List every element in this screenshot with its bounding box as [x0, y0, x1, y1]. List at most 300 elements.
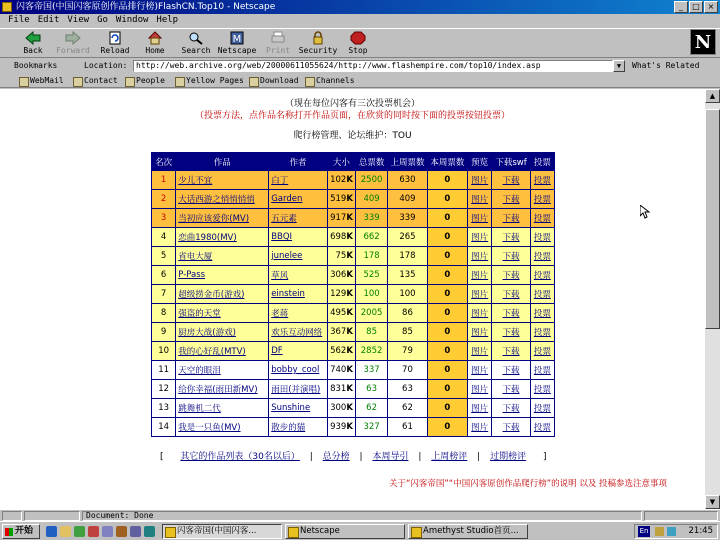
- table-row: [152, 399, 555, 418]
- rank-cell: 14: [152, 418, 176, 437]
- size-cell: 300K: [327, 399, 355, 418]
- author-cell-link[interactable]: einstein: [271, 289, 305, 299]
- preview-cell[interactable]: [468, 266, 492, 285]
- preview-cell[interactable]: [468, 380, 492, 399]
- link-past-reviews[interactable]: 过期榜评: [490, 452, 527, 462]
- vertical-scrollbar[interactable]: [705, 89, 720, 509]
- stop-button[interactable]: Stop: [338, 30, 378, 58]
- author-cell-link[interactable]: Sunshine: [271, 403, 311, 413]
- download-cell-link[interactable]: 下载: [502, 176, 520, 186]
- reload-button[interactable]: Reload: [95, 30, 135, 58]
- download-cell-link[interactable]: 下载: [502, 233, 520, 243]
- size-unit: K: [346, 422, 353, 432]
- vote-cell-link[interactable]: 投票: [533, 271, 551, 281]
- size-unit: K: [346, 403, 353, 413]
- download-cell-link[interactable]: 下载: [502, 195, 520, 205]
- download-cell[interactable]: [492, 399, 530, 418]
- rank-cell: 10: [152, 342, 176, 361]
- work-title-cell-link[interactable]: 省电大厦: [178, 252, 213, 262]
- windows-taskbar: [0, 521, 720, 540]
- last-week-votes-cell: 62: [388, 399, 427, 418]
- table-row: [152, 209, 555, 228]
- size-unit: K: [346, 327, 353, 337]
- author-cell-link[interactable]: 散步的猫: [271, 423, 306, 433]
- size-unit: K: [346, 308, 353, 318]
- status-text: Document: Done: [82, 511, 642, 521]
- total-votes-cell: 63: [355, 380, 387, 399]
- url-input[interactable]: http://web.archive.org/web/20000611055624/http://www.flashempire.com/top10/index.asp: [133, 60, 613, 72]
- vote-cell-link[interactable]: 投票: [533, 252, 551, 262]
- menu-file[interactable]: File: [8, 15, 30, 25]
- about-link[interactable]: 关于“闪客帝国”“中国闪客原创作品爬行榜”的说明 以及 投稿参选注意事项: [389, 479, 668, 489]
- reload-icon: [107, 31, 123, 45]
- download-cell[interactable]: [492, 209, 530, 228]
- vote-cell-link[interactable]: 投票: [533, 385, 551, 395]
- channels-quicklaunch-icon[interactable]: [102, 526, 113, 537]
- work-title-cell-link[interactable]: 强盗的天堂: [178, 309, 221, 319]
- work-title-cell[interactable]: [176, 399, 269, 418]
- preview-cell-link[interactable]: 图片: [471, 290, 489, 300]
- author-cell[interactable]: [269, 323, 328, 342]
- table-row: [152, 171, 555, 190]
- preview-cell[interactable]: [468, 418, 492, 437]
- vote-cell-link[interactable]: 投票: [533, 423, 551, 433]
- work-title-cell-link[interactable]: 超级捞金币(游戏): [178, 290, 245, 300]
- size-cell: 831K: [327, 380, 355, 399]
- preview-cell[interactable]: [468, 190, 492, 209]
- preview-cell[interactable]: [468, 285, 492, 304]
- link-separator: |: [309, 452, 313, 462]
- personal-download[interactable]: Download: [248, 75, 299, 87]
- status-progress: [24, 511, 80, 521]
- app-quicklaunch-icon[interactable]: [116, 526, 127, 537]
- preview-cell[interactable]: [468, 399, 492, 418]
- vote-cell[interactable]: [530, 304, 554, 323]
- scroll-down-icon[interactable]: ▼: [705, 495, 720, 509]
- download-cell-link[interactable]: 下载: [502, 385, 520, 395]
- work-title-cell[interactable]: [176, 247, 269, 266]
- vote-cell-link[interactable]: 投票: [533, 233, 551, 243]
- this-week-votes-cell: 0: [427, 361, 467, 380]
- author-cell-link[interactable]: Garden: [271, 194, 303, 204]
- window-controls: [674, 1, 718, 13]
- close-button[interactable]: ×: [704, 1, 718, 13]
- bookmarks-button[interactable]: Bookmarks: [14, 61, 58, 70]
- rank-cell: 12: [152, 380, 176, 399]
- vote-cell-link[interactable]: 投票: [533, 328, 551, 338]
- header-title: 作品: [176, 153, 269, 171]
- header-preview: 预览: [468, 153, 492, 171]
- app3-quicklaunch-icon[interactable]: [144, 526, 155, 537]
- status-bar: [0, 509, 720, 521]
- preview-cell-link[interactable]: 图片: [471, 328, 489, 338]
- preview-cell[interactable]: [468, 209, 492, 228]
- preview-cell-link[interactable]: 图片: [471, 309, 489, 319]
- bottom-links: [160, 449, 546, 462]
- this-week-votes-cell: 0: [427, 209, 467, 228]
- author-cell[interactable]: [269, 418, 328, 437]
- size-unit: K: [346, 194, 353, 204]
- table-header-row: [152, 153, 555, 171]
- size-unit: K: [346, 289, 353, 299]
- download-cell-link[interactable]: 下载: [502, 309, 520, 319]
- preview-cell-link[interactable]: 图片: [471, 233, 489, 243]
- vote-cell[interactable]: [530, 171, 554, 190]
- download-cell[interactable]: [492, 342, 530, 361]
- task-amethyst[interactable]: Amethyst Studio首页...: [408, 524, 528, 539]
- vote-cell[interactable]: [530, 228, 554, 247]
- work-title-cell-link[interactable]: 厨房大战(游戏): [178, 328, 236, 338]
- download-cell[interactable]: [492, 228, 530, 247]
- netscape-logo[interactable]: N: [690, 29, 716, 55]
- size-cell: 129K: [327, 285, 355, 304]
- preview-cell[interactable]: [468, 361, 492, 380]
- link-week-guide[interactable]: 本周导引: [372, 452, 409, 462]
- link-last-week-review[interactable]: 上周榜评: [431, 452, 468, 462]
- personal-people[interactable]: People: [124, 75, 165, 87]
- size-cell: 75K: [327, 247, 355, 266]
- author-cell[interactable]: [269, 228, 328, 247]
- work-title-cell-link[interactable]: 天空的眼泪: [178, 366, 221, 376]
- menu-view[interactable]: View: [67, 15, 90, 25]
- table-row: [152, 380, 555, 399]
- rank-cell: 3: [152, 209, 176, 228]
- author-cell-link[interactable]: 白丁: [271, 176, 289, 186]
- preview-cell-link[interactable]: 图片: [471, 347, 489, 357]
- link-separator: |: [359, 452, 363, 462]
- maximize-button[interactable]: □: [689, 1, 703, 13]
- this-week-votes-cell: 0: [427, 380, 467, 399]
- home-icon: [147, 31, 163, 45]
- svg-text:M: M: [232, 34, 242, 45]
- preview-cell-link[interactable]: 图片: [471, 195, 489, 205]
- size-cell: 495K: [327, 304, 355, 323]
- vote-method-note: （投票方法，点作品名称打开作品页面，在欣赏的同时按下面的投票按钮投票）: [194, 111, 510, 121]
- download-cell[interactable]: [492, 247, 530, 266]
- preview-cell-link[interactable]: 图片: [471, 176, 489, 186]
- this-week-votes-cell: 0: [427, 418, 467, 437]
- last-week-votes-cell: 61: [388, 418, 427, 437]
- size-cell: 698K: [327, 228, 355, 247]
- print-icon: [270, 31, 286, 45]
- header-download: 下载swf: [492, 153, 530, 171]
- work-title-cell[interactable]: [176, 323, 269, 342]
- rank-cell: 9: [152, 323, 176, 342]
- this-week-votes-cell: 0: [427, 342, 467, 361]
- total-votes-cell: 2005: [355, 304, 387, 323]
- size-cell: 917K: [327, 209, 355, 228]
- menubar: [0, 14, 720, 27]
- personal-yellow-pages[interactable]: Yellow Pages: [174, 75, 244, 87]
- vote-cell-link[interactable]: 投票: [533, 214, 551, 224]
- vote-cell[interactable]: [530, 285, 554, 304]
- author-cell[interactable]: [269, 285, 328, 304]
- preview-cell-link[interactable]: 图片: [471, 423, 489, 433]
- table-row: [152, 342, 555, 361]
- search-icon: [188, 31, 204, 45]
- download-cell-link[interactable]: 下载: [502, 271, 520, 281]
- work-title-cell-link[interactable]: 少儿不宜: [178, 176, 213, 186]
- preview-cell[interactable]: [468, 171, 492, 190]
- table-row: [152, 190, 555, 209]
- download-cell[interactable]: [492, 361, 530, 380]
- header-this-week: 本周票数: [427, 153, 467, 171]
- work-title-cell-link[interactable]: 我的心好乱(MTV): [178, 347, 246, 357]
- author-cell-link[interactable]: bobby_cool: [271, 365, 320, 375]
- tray-app-icon[interactable]: [655, 527, 664, 536]
- vote-cell-link[interactable]: 投票: [533, 290, 551, 300]
- work-title-cell[interactable]: [176, 209, 269, 228]
- work-title-cell[interactable]: [176, 418, 269, 437]
- last-week-votes-cell: 86: [388, 304, 427, 323]
- download-cell[interactable]: [492, 190, 530, 209]
- vote-cell-link[interactable]: 投票: [533, 309, 551, 319]
- mouse-cursor-icon: [640, 205, 650, 219]
- scroll-thumb[interactable]: [705, 109, 720, 329]
- size-unit: K: [346, 213, 353, 223]
- work-title-cell[interactable]: [176, 228, 269, 247]
- page-content: [0, 89, 705, 509]
- link-separator: |: [418, 452, 422, 462]
- total-votes-cell: 62: [355, 399, 387, 418]
- author-cell-link[interactable]: 老蒋: [271, 309, 289, 319]
- location-bar: [0, 59, 720, 73]
- preview-cell-link[interactable]: 图片: [471, 366, 489, 376]
- work-title-cell[interactable]: [176, 171, 269, 190]
- outlook-quicklaunch-icon[interactable]: [60, 526, 71, 537]
- personal-contact[interactable]: Contact: [72, 75, 118, 87]
- work-title-cell[interactable]: [176, 380, 269, 399]
- back-button[interactable]: Back: [13, 30, 53, 58]
- work-title-cell-link[interactable]: P-Pass: [178, 270, 206, 280]
- download-cell[interactable]: [492, 266, 530, 285]
- window-title: 闪客帝国(中国闪客原创作品排行榜)FlashCN.Top10 - Netscape: [16, 2, 276, 12]
- status-component-bar[interactable]: [644, 511, 718, 521]
- download-cell-link[interactable]: 下载: [502, 366, 520, 376]
- author-cell[interactable]: [269, 380, 328, 399]
- total-votes-cell: 178: [355, 247, 387, 266]
- header-author: 作者: [269, 153, 328, 171]
- bracket-open: [: [160, 452, 164, 462]
- download-cell-link[interactable]: 下载: [502, 328, 520, 338]
- vote-cell-link[interactable]: 投票: [533, 195, 551, 205]
- download-cell[interactable]: [492, 285, 530, 304]
- author-cell[interactable]: [269, 209, 328, 228]
- link-separator: |: [477, 452, 481, 462]
- menu-help[interactable]: Help: [156, 15, 179, 25]
- rank-cell: 7: [152, 285, 176, 304]
- link-other-works[interactable]: 其它的作品列表（30名以后）: [180, 452, 300, 462]
- author-cell-link[interactable]: 雨田(并演唱): [271, 385, 321, 395]
- netscape-icon: [229, 31, 245, 45]
- tray-volume-icon[interactable]: [667, 527, 676, 536]
- table-row: [152, 361, 555, 380]
- work-title-cell[interactable]: [176, 361, 269, 380]
- url-dropdown-icon[interactable]: ▼: [613, 60, 625, 72]
- table-row: [152, 247, 555, 266]
- input-language-indicator[interactable]: En: [639, 527, 649, 535]
- forward-button[interactable]: Forward: [53, 30, 93, 58]
- total-votes-cell: 662: [355, 228, 387, 247]
- vote-cell[interactable]: [530, 323, 554, 342]
- home-button[interactable]: Home: [135, 30, 175, 58]
- size-cell: 519K: [327, 190, 355, 209]
- last-week-votes-cell: 409: [388, 190, 427, 209]
- rank-cell: 11: [152, 361, 176, 380]
- print-button[interactable]: Print: [258, 30, 298, 58]
- preview-cell[interactable]: [468, 342, 492, 361]
- download-cell-link[interactable]: 下载: [502, 347, 520, 357]
- size-cell: 562K: [327, 342, 355, 361]
- media-quicklaunch-icon[interactable]: [88, 526, 99, 537]
- status-security-icon[interactable]: [2, 511, 22, 521]
- author-cell-link[interactable]: DF: [271, 346, 283, 356]
- header-last-week: 上周票数: [388, 153, 427, 171]
- vote-cell[interactable]: [530, 399, 554, 418]
- preview-cell-link[interactable]: 图片: [471, 214, 489, 224]
- this-week-votes-cell: 0: [427, 285, 467, 304]
- total-votes-cell: 2500: [355, 171, 387, 190]
- work-title-cell-link[interactable]: 大话西游之悄悄悄悄: [178, 195, 255, 205]
- download-cell-link[interactable]: 下载: [502, 404, 520, 414]
- vote-cell[interactable]: [530, 380, 554, 399]
- table-row: [152, 304, 555, 323]
- size-unit: K: [346, 232, 353, 242]
- vote-cell-link[interactable]: 投票: [533, 347, 551, 357]
- menu-go[interactable]: Go: [97, 15, 108, 25]
- work-title-cell[interactable]: [176, 285, 269, 304]
- location-label: Location:: [84, 61, 128, 70]
- table-row: [152, 228, 555, 247]
- download-cell-link[interactable]: 下载: [502, 290, 520, 300]
- work-title-cell-link[interactable]: 我是一只鱼(MV): [178, 423, 241, 433]
- download-cell-link[interactable]: 下载: [502, 252, 520, 262]
- download-cell[interactable]: [492, 171, 530, 190]
- work-title-cell-link[interactable]: 跳舞机二代: [178, 404, 221, 414]
- personal-webmail[interactable]: WebMail: [18, 75, 64, 87]
- work-title-cell[interactable]: [176, 266, 269, 285]
- vote-cell[interactable]: [530, 342, 554, 361]
- preview-cell[interactable]: [468, 247, 492, 266]
- ranking-table: [151, 152, 555, 437]
- this-week-votes-cell: 0: [427, 323, 467, 342]
- whats-related-button[interactable]: What's Related: [632, 61, 700, 70]
- rank-cell: 5: [152, 247, 176, 266]
- download-cell[interactable]: [492, 304, 530, 323]
- author-cell[interactable]: [269, 361, 328, 380]
- work-title-cell-link[interactable]: 恋曲1980(MV): [178, 233, 237, 243]
- task-netscape[interactable]: Netscape: [285, 524, 405, 539]
- author-cell[interactable]: [269, 399, 328, 418]
- forward-arrow-icon: [65, 31, 81, 45]
- author-cell[interactable]: [269, 304, 328, 323]
- work-title-cell-link[interactable]: 当初应该爱你(MV): [178, 214, 250, 224]
- download-cell[interactable]: [492, 380, 530, 399]
- vote-cell[interactable]: [530, 190, 554, 209]
- vote-cell[interactable]: [530, 209, 554, 228]
- work-title-cell[interactable]: [176, 342, 269, 361]
- security-icon: [310, 31, 326, 45]
- work-title-cell-link[interactable]: 给你幸福(雨田新MV): [178, 385, 258, 395]
- start-button[interactable]: 开始: [2, 524, 40, 539]
- preview-cell[interactable]: [468, 228, 492, 247]
- table-row: [152, 418, 555, 437]
- vote-cell[interactable]: [530, 418, 554, 437]
- total-votes-cell: 525: [355, 266, 387, 285]
- preview-cell[interactable]: [468, 304, 492, 323]
- download-cell-link[interactable]: 下载: [502, 423, 520, 433]
- download-cell[interactable]: [492, 418, 530, 437]
- author-cell[interactable]: [269, 171, 328, 190]
- last-week-votes-cell: 70: [388, 361, 427, 380]
- vote-cell[interactable]: [530, 266, 554, 285]
- preview-cell-link[interactable]: 图片: [471, 252, 489, 262]
- author-cell[interactable]: [269, 247, 328, 266]
- system-tray: [634, 524, 718, 539]
- table-row: [152, 285, 555, 304]
- header-rank: 名次: [152, 153, 176, 171]
- author-cell-link[interactable]: BBQI: [271, 232, 293, 242]
- download-cell[interactable]: [492, 323, 530, 342]
- author-cell-link[interactable]: 草风: [271, 271, 289, 281]
- preview-cell-link[interactable]: 图片: [471, 385, 489, 395]
- window-titlebar[interactable]: [0, 0, 720, 14]
- work-title-cell[interactable]: [176, 304, 269, 323]
- header-vote: 投票: [530, 153, 554, 171]
- task-flashempire[interactable]: 闪客帝国(中国闪客...: [162, 524, 282, 539]
- menu-window[interactable]: Window: [115, 15, 149, 25]
- preview-cell[interactable]: [468, 323, 492, 342]
- security-button[interactable]: Security: [298, 30, 338, 58]
- size-unit: K: [346, 384, 353, 394]
- scroll-up-icon[interactable]: ▲: [705, 89, 720, 103]
- personal-channels[interactable]: Channels: [304, 75, 355, 87]
- taskbar-clock: 21:45: [688, 526, 713, 536]
- rank-cell: 4: [152, 228, 176, 247]
- author-cell[interactable]: [269, 190, 328, 209]
- download-cell-link[interactable]: 下载: [502, 214, 520, 224]
- author-cell-link[interactable]: junelee: [271, 251, 303, 261]
- maintainer-note: 爬行榜管理、论坛维护：TOU: [293, 131, 412, 141]
- size-unit: K: [346, 251, 353, 261]
- minimize-button[interactable]: _: [674, 1, 688, 13]
- author-cell-link[interactable]: 欢乐互动网络: [271, 328, 323, 338]
- size-unit: K: [346, 175, 353, 185]
- desktop-quicklaunch-icon[interactable]: [74, 526, 85, 537]
- search-button[interactable]: Search: [176, 30, 216, 58]
- this-week-votes-cell: 0: [427, 266, 467, 285]
- vote-cell-link[interactable]: 投票: [533, 366, 551, 376]
- vote-cell[interactable]: [530, 247, 554, 266]
- link-total-chart[interactable]: 总分榜: [322, 452, 350, 462]
- work-title-cell[interactable]: [176, 190, 269, 209]
- menu-edit[interactable]: Edit: [37, 15, 60, 25]
- total-votes-cell: 339: [355, 209, 387, 228]
- ie-quicklaunch-icon[interactable]: [46, 526, 57, 537]
- vote-cell-link[interactable]: 投票: [533, 176, 551, 186]
- vote-cell[interactable]: [530, 361, 554, 380]
- author-cell[interactable]: [269, 342, 328, 361]
- rank-cell: 2: [152, 190, 176, 209]
- author-cell-link[interactable]: 五元素: [271, 214, 297, 224]
- author-cell[interactable]: [269, 266, 328, 285]
- preview-cell-link[interactable]: 图片: [471, 271, 489, 281]
- vote-cell-link[interactable]: 投票: [533, 404, 551, 414]
- preview-cell-link[interactable]: 图片: [471, 404, 489, 414]
- back-arrow-icon: [25, 31, 41, 45]
- netscape-button[interactable]: M Netscape: [217, 30, 257, 58]
- app2-quicklaunch-icon[interactable]: [130, 526, 141, 537]
